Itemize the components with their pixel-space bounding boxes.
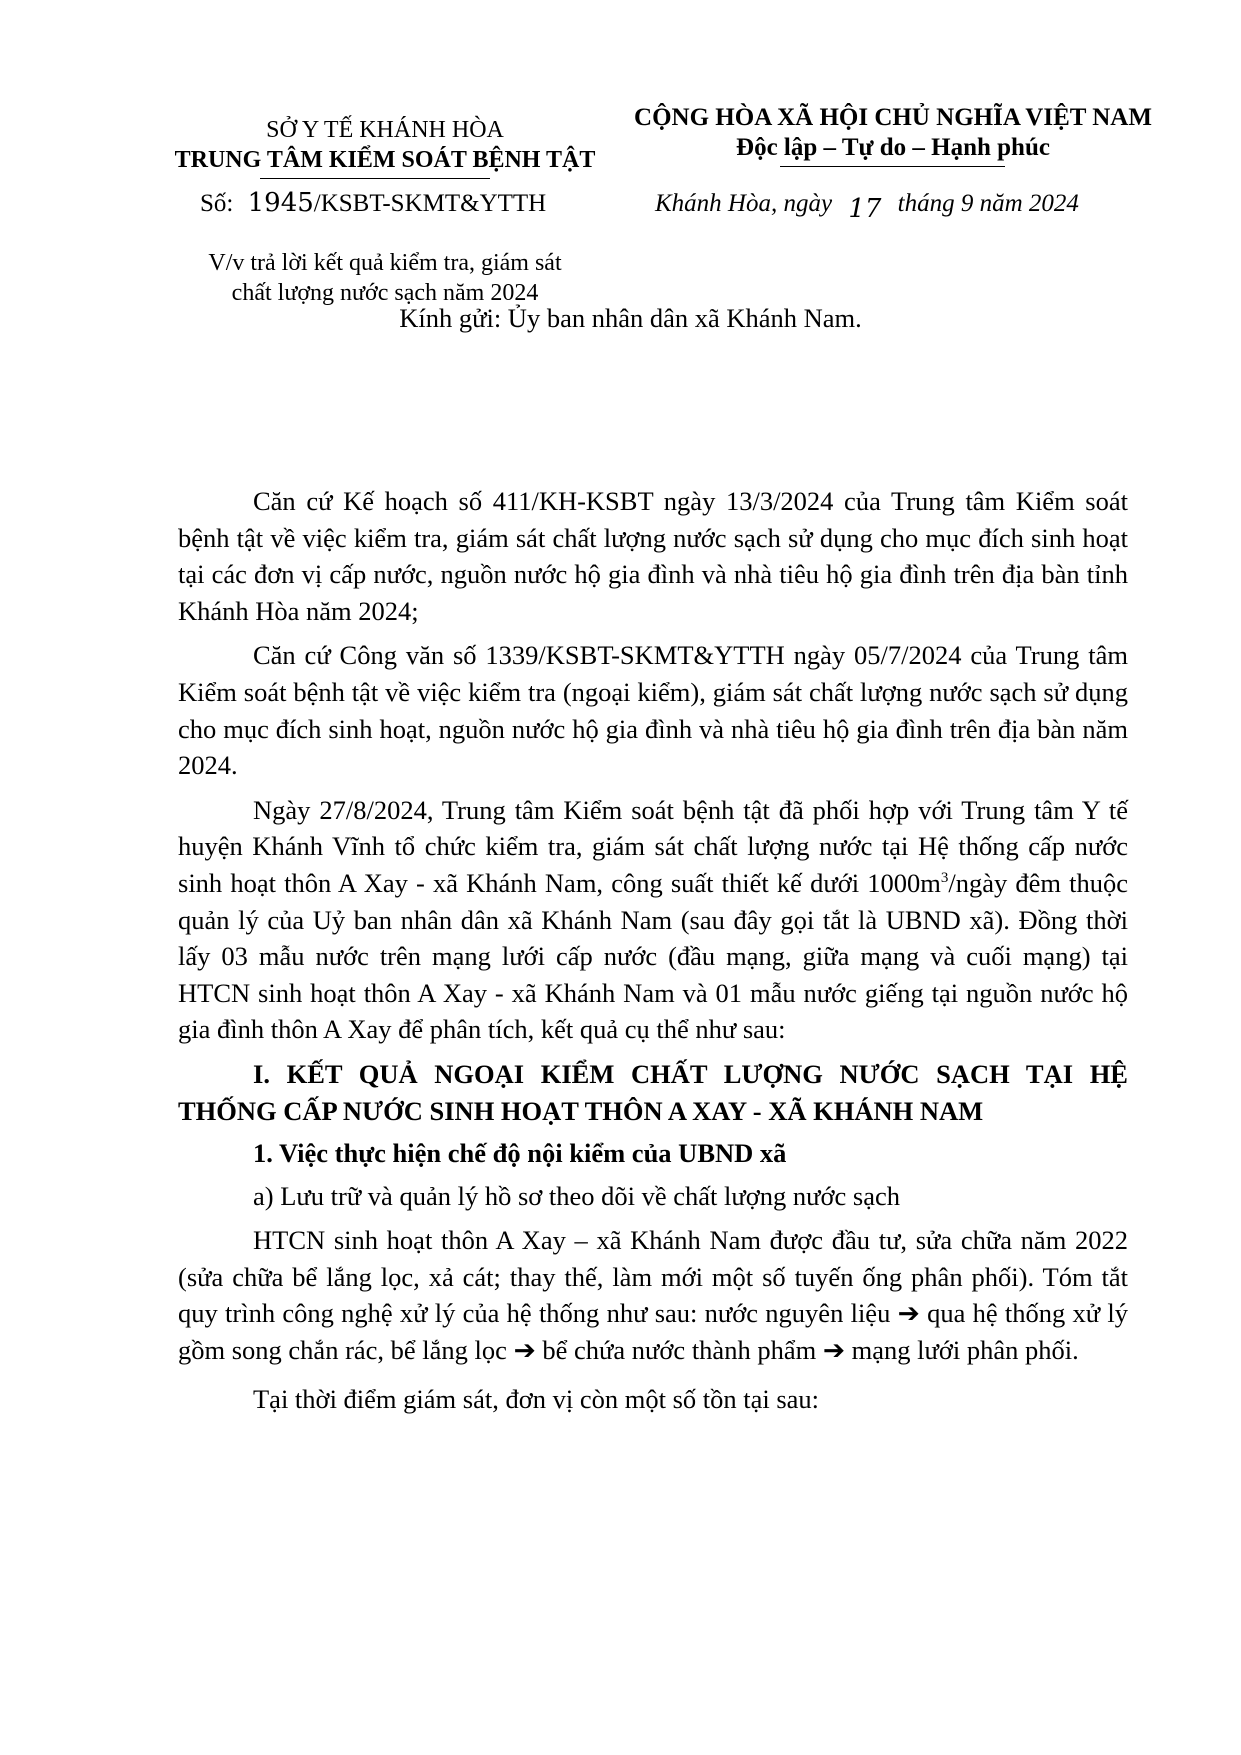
section-heading-1: I. KẾT QUẢ NGOẠI KIỂM CHẤT LƯỢNG NƯỚC SẠCH TẠI HỆ THỐNG CẤP NƯỚC SINH HOẠT THÔN A XAY - XÃ KHÁNH NAM bbox=[178, 1058, 1128, 1126]
paragraph-legal-basis-1: Căn cứ Kế hoạch số 411/KH-KSBT ngày 13/3/2024 của Trung tâm Kiểm soát bệnh tật về việc kiểm tra, giám sát chất lượng nước sạch sử dụng cho mục đích sinh hoạt tại các đơn vị cấp nước, nguồn nước hộ gia đình và nhà tiêu hộ gia đình trên địa bàn tỉnh Khánh Hòa năm 2024; bbox=[178, 486, 1128, 626]
subsection-heading-1: 1. Việc thực hiện chế độ nội kiểm của UBND xã bbox=[253, 1138, 787, 1169]
subject-line-1: V/v trả lời kết quả kiểm tra, giám sát bbox=[208, 250, 562, 276]
number-suffix: /KSBT-SKMT&YTTH bbox=[313, 190, 547, 217]
paragraph-inspection-part2: /ngày đêm thuộc quản lý của Uỷ ban nhân dân xã Khánh Nam (sau đây gọi tắt là UBND xã). Đồng thời lấy 03 mẫu nước trên mạng lưới cấp nước (đầu mạng, giữa mạng và cuối mạng) tại HTCN sinh hoạt thôn A Xay - xã Khánh Nam và 01 mẫu nước giếng tại nguồn nước hộ gia đình thôn A Xay để phân tích, kết quả cụ thể như sau: bbox=[178, 867, 1129, 1045]
process-part4: mạng lưới phân phối. bbox=[851, 1335, 1079, 1366]
document-number bbox=[200, 188, 546, 219]
arrow-icon: ➔ bbox=[897, 1298, 920, 1329]
recipient-text: Kính gửi: Ủy ban nhân dân xã Khánh Nam. bbox=[399, 303, 862, 333]
recipient-line bbox=[0, 300, 1241, 336]
paragraph-issues-intro: Tại thời điểm giám sát, đơn vị còn một số tồn tại sau: bbox=[253, 1383, 820, 1414]
number-value: 1945 bbox=[247, 188, 314, 218]
process-part3: bể chứa nước thành phẩm bbox=[542, 1335, 817, 1366]
arrow-icon: ➔ bbox=[513, 1335, 536, 1366]
agency-name: TRUNG TÂM KIỂM SOÁT BỆNH TẬT bbox=[174, 147, 596, 173]
agency-parent: SỞ Y TẾ KHÁNH HÒA bbox=[266, 117, 504, 143]
agency-underline bbox=[260, 178, 490, 179]
process-part1: HTCN sinh hoạt thôn A Xay – xã Khánh Nam được đầu tư, sửa chữa năm 2022 (sửa chữa bể lắng lọc, xả cát; thay thế, làm mới một số tuyến ống phân phối). Tóm tắt quy trình công nghệ xử lý của hệ thống như sau: nước nguyên liệu bbox=[178, 1225, 1128, 1329]
document-date bbox=[655, 188, 1079, 224]
paragraph-inspection bbox=[178, 792, 1128, 1048]
paragraph-inspection-part1: Ngày 27/8/2024, Trung tâm Kiểm soát bệnh tật đã phối hợp với Trung tâm Y tế huyện Khánh Vĩnh tổ chức kiểm tra, giám sát chất lượng nước tại Hệ thống cấp nước sinh hoạt thôn A Xay - xã Khánh Nam, công suất thiết kế dưới 1000m bbox=[178, 794, 1128, 898]
superscript-3: 3 bbox=[940, 870, 949, 887]
item-a: a) Lưu trữ và quản lý hồ sơ theo dõi về chất lượng nước sạch bbox=[253, 1180, 900, 1211]
paragraph-legal-basis-2: Căn cứ Công văn số 1339/KSBT-SKMT&YTTH ngày 05/7/2024 của Trung tâm Kiểm soát bệnh tật về việc kiểm tra (ngoại kiểm), giám sát chất lượng nước sạch sử dụng cho mục đích sinh hoạt, nguồn nước hộ gia đình và nhà tiêu hộ gia đình trên địa bàn năm 2024. bbox=[178, 640, 1128, 781]
date-prefix: Khánh Hòa, ngày bbox=[655, 190, 833, 217]
arrow-icon: ➔ bbox=[822, 1335, 846, 1366]
nation-title: CỘNG HÒA XÃ HỘI CHỦ NGHĨA VIỆT NAM bbox=[634, 104, 1152, 131]
process-part2: qua hệ thống xử lý gồm song chắn rác, bể lắng lọc bbox=[178, 1298, 1128, 1366]
paragraph-process bbox=[178, 1222, 1128, 1368]
number-prefix: Số: bbox=[200, 190, 234, 217]
subject-line-2: chất lượng nước sạch năm 2024 bbox=[231, 280, 539, 306]
document-body bbox=[178, 483, 1128, 1425]
motto-underline bbox=[780, 166, 1005, 167]
date-day: 17 bbox=[848, 194, 882, 224]
motto: Độc lập – Tự do – Hạnh phúc bbox=[736, 134, 1050, 161]
date-suffix: tháng 9 năm 2024 bbox=[897, 190, 1079, 217]
